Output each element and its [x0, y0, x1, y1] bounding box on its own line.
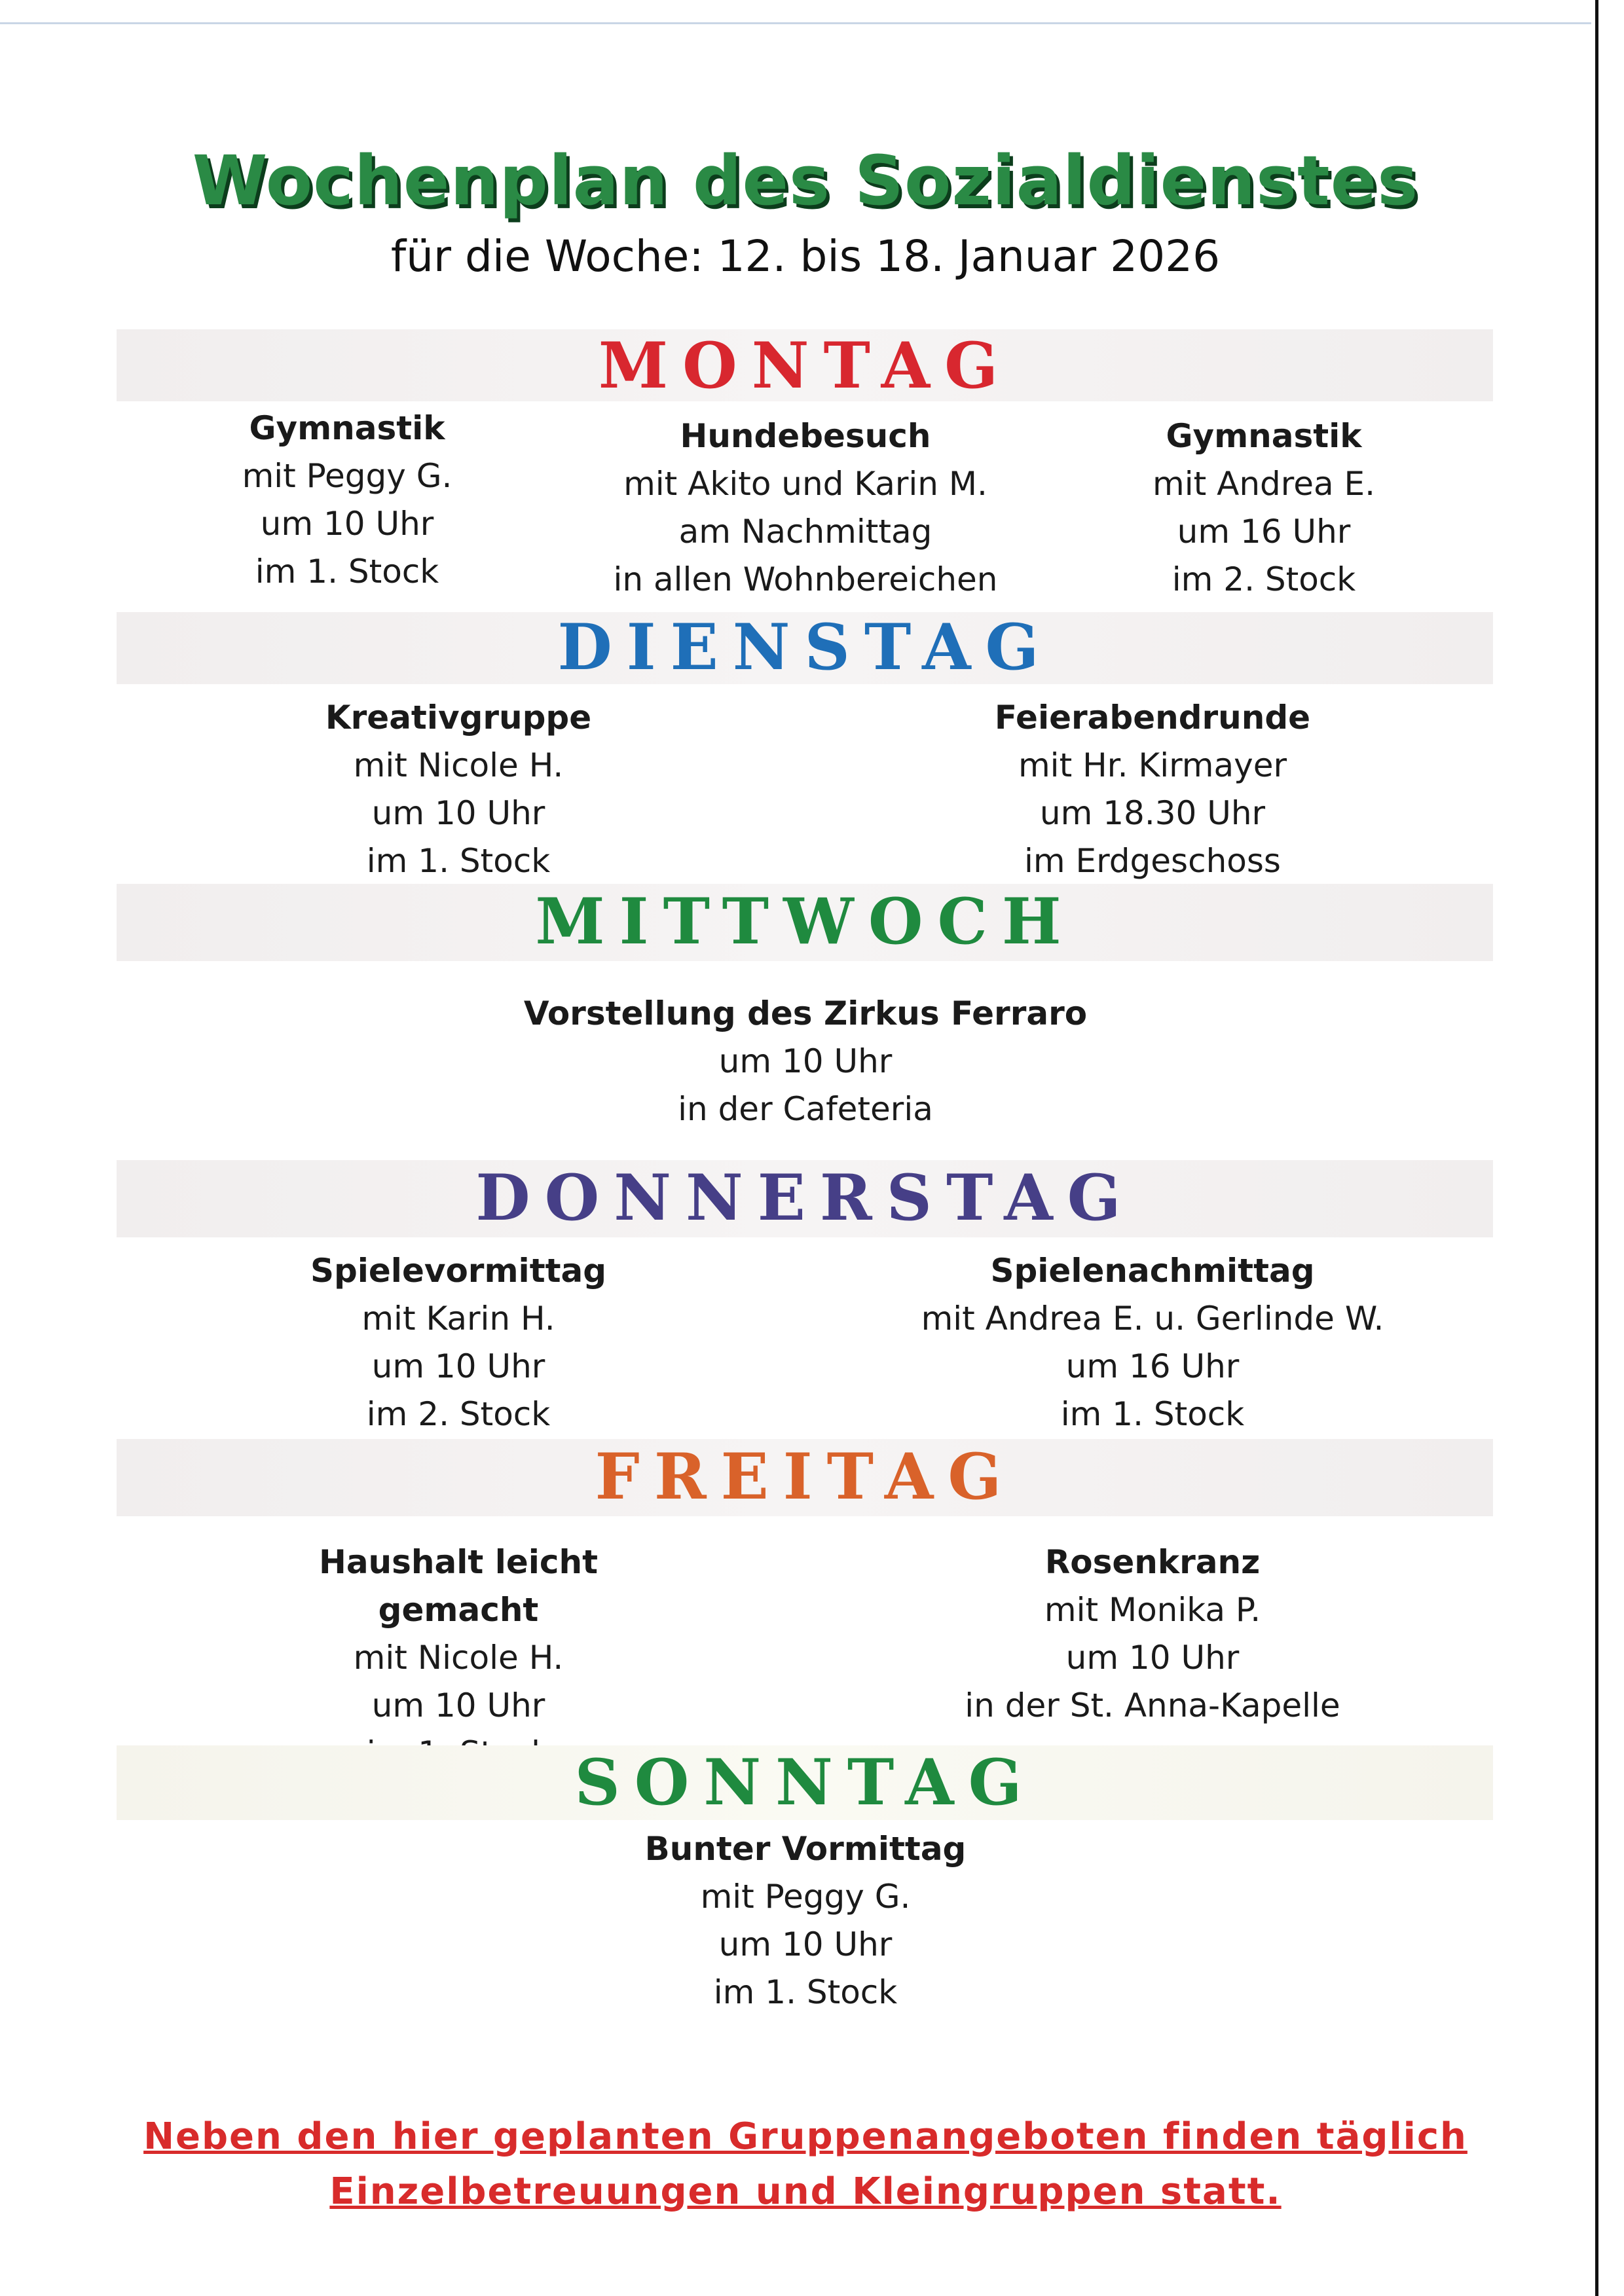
event-line: im 2. Stock	[1172, 560, 1356, 598]
event-name: Gymnastik	[1166, 417, 1362, 455]
page-subtitle: für die Woche: 12. bis 18. Januar 2026	[390, 231, 1221, 282]
event-name: Gymnastik	[249, 409, 445, 447]
event-montag-3	[1107, 412, 1421, 604]
event-line: um 10 Uhr	[371, 1686, 545, 1724]
event-line: mit Akito und Karin M.	[623, 465, 987, 503]
event-line: im Erdgeschoss	[1024, 842, 1281, 880]
event-line: um 10 Uhr	[1065, 1639, 1240, 1677]
event-donnerstag-1	[249, 1247, 668, 1438]
event-line: mit Hr. Kirmayer	[1018, 746, 1287, 784]
event-name: Haushalt leicht gemacht	[318, 1543, 599, 1629]
event-sonntag-1	[576, 1825, 1035, 2016]
event-line: um 16 Uhr	[1065, 1347, 1240, 1385]
footer-line-1: Neben den hier geplanten Gruppenangeboten finden täglich	[143, 2115, 1467, 2158]
event-name: Feierabendrunde	[994, 699, 1311, 737]
event-line: mit Peggy G.	[242, 457, 452, 495]
event-line: um 10 Uhr	[260, 505, 434, 543]
event-line: mit Karin H.	[361, 1300, 555, 1338]
event-mittwoch-1	[478, 990, 1133, 1133]
event-line: im 1. Stock	[1060, 1395, 1245, 1433]
event-name: Bunter Vormittag	[644, 1830, 967, 1868]
event-line: mit Nicole H.	[353, 746, 564, 784]
day-heading-montag: MONTAG	[598, 329, 1013, 403]
event-line: um 10 Uhr	[371, 794, 545, 832]
event-line: um 10 Uhr	[718, 1925, 893, 1963]
event-line: um 18.30 Uhr	[1039, 794, 1266, 832]
event-line: um 10 Uhr	[718, 1042, 893, 1080]
day-heading-freitag: FREITAG	[595, 1440, 1016, 1514]
event-name: Kreativgruppe	[325, 699, 592, 737]
day-heading-donnerstag: DONNERSTAG	[475, 1161, 1135, 1235]
event-name: Hundebesuch	[680, 417, 931, 455]
event-line: im 2. Stock	[366, 1395, 551, 1433]
event-freitag-2	[917, 1539, 1388, 1730]
event-freitag-1	[236, 1539, 681, 1777]
event-line: mit Monika P.	[1044, 1591, 1261, 1629]
day-heading-sonntag: SONNTAG	[574, 1745, 1037, 1819]
event-donnerstag-2	[891, 1247, 1414, 1438]
footer-line-2: Einzelbetreuungen und Kleingruppen statt.	[329, 2170, 1282, 2213]
event-montag-1	[190, 405, 504, 596]
event-dienstag-2	[943, 694, 1362, 885]
event-line: im 1. Stock	[255, 553, 439, 591]
page-title: Wochenplan des Sozialdienstes	[192, 141, 1419, 221]
event-line: um 10 Uhr	[371, 1347, 545, 1385]
scan-top-line	[0, 22, 1591, 24]
event-line: im 1. Stock	[713, 1973, 898, 2011]
event-name: Rosenkranz	[1044, 1543, 1261, 1581]
event-name: Spielevormittag	[310, 1252, 607, 1290]
event-line: in allen Wohnbereichen	[613, 560, 998, 598]
event-name: Vorstellung des Zirkus Ferraro	[523, 994, 1088, 1032]
event-line: mit Andrea E. u. Gerlinde W.	[921, 1300, 1384, 1338]
event-line: mit Peggy G.	[700, 1878, 911, 1916]
event-line: in der St. Anna-Kapelle	[965, 1686, 1340, 1724]
day-heading-dienstag: DIENSTAG	[557, 610, 1054, 684]
event-line: am Nachmittag	[678, 513, 932, 551]
event-line: mit Nicole H.	[353, 1639, 564, 1677]
footer-note	[0, 2109, 1611, 2219]
event-line: in der Cafeteria	[678, 1090, 933, 1128]
event-name: Spielenachmittag	[990, 1252, 1315, 1290]
event-line: um 16 Uhr	[1177, 513, 1351, 551]
day-heading-mittwoch: MITTWOCH	[535, 884, 1076, 958]
event-line: im 1. Stock	[366, 842, 551, 880]
event-dienstag-1	[249, 694, 668, 885]
event-line: mit Andrea E.	[1153, 465, 1375, 503]
event-montag-2	[576, 412, 1035, 604]
